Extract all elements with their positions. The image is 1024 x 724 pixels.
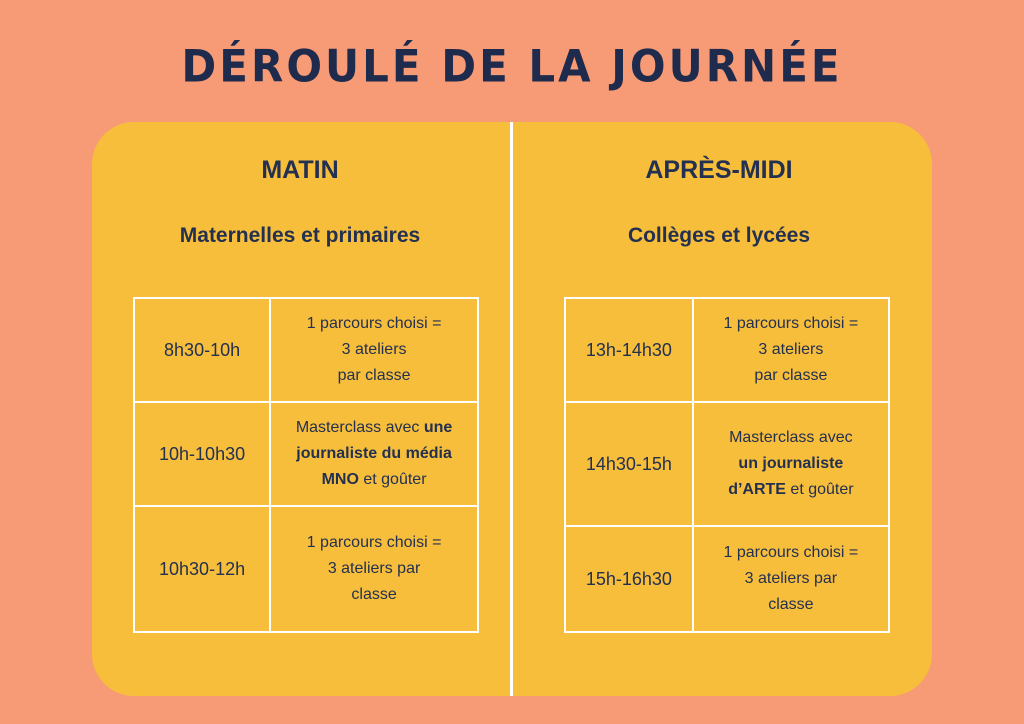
activity-line: par classe: [754, 367, 828, 384]
table-row: [565, 402, 889, 526]
activity-cell: [270, 506, 478, 632]
activity-line: Masterclass avec: [729, 429, 853, 446]
time-cell: 15h-16h30: [565, 526, 693, 632]
activity-cell: [270, 298, 478, 402]
afternoon-subheading: Collèges et lycées: [627, 224, 811, 247]
activity-line: classe: [351, 586, 397, 603]
activity-line: 3 ateliers: [341, 341, 407, 358]
activity-highlight: un journaliste: [738, 455, 844, 472]
time-cell: 8h30-10h: [134, 298, 270, 402]
table-row: [134, 506, 478, 632]
activity-line: classe: [768, 596, 814, 613]
activity-line: 3 ateliers par: [744, 570, 838, 587]
activity-highlight: MNO: [321, 471, 359, 488]
time-cell: 10h-10h30: [134, 402, 270, 506]
activity-text: et goûter: [785, 481, 854, 498]
activity-cell: [693, 526, 889, 632]
activity-cell: [693, 402, 889, 526]
activity-highlight: journaliste du média: [296, 445, 452, 462]
activity-line: 1 parcours choisi =: [306, 534, 442, 551]
activity-line: [277, 467, 471, 493]
morning-heading: MATIN: [261, 156, 339, 184]
activity-line: 1 parcours choisi =: [723, 315, 859, 332]
table-row: [134, 298, 478, 402]
table-row: [565, 298, 889, 402]
activity-highlight: d’ARTE: [728, 481, 786, 498]
table-row: [134, 402, 478, 506]
activity-text: Masterclass avec: [295, 419, 424, 436]
table-row: [565, 526, 889, 632]
activity-line: [277, 415, 471, 441]
page-title: DÉROULÉ DE LA JOURNÉE: [181, 40, 843, 93]
activity-highlight: une: [423, 419, 453, 436]
activity-text: et goûter: [358, 471, 427, 488]
time-cell: 10h30-12h: [134, 506, 270, 632]
activity-line: 3 ateliers par: [327, 560, 421, 577]
column-divider: [510, 122, 513, 696]
activity-line: 1 parcours choisi =: [306, 315, 442, 332]
afternoon-schedule-table: [564, 297, 890, 633]
activity-line: [700, 477, 882, 503]
activity-cell: [270, 402, 478, 506]
activity-line: 1 parcours choisi =: [723, 544, 859, 561]
morning-subheading: Maternelles et primaires: [179, 224, 421, 247]
activity-cell: [693, 298, 889, 402]
afternoon-heading: APRÈS-MIDI: [645, 156, 793, 184]
time-cell: 13h-14h30: [565, 298, 693, 402]
time-cell: 14h30-15h: [565, 402, 693, 526]
activity-line: par classe: [337, 367, 411, 384]
morning-schedule-table: [133, 297, 479, 633]
activity-line: 3 ateliers: [758, 341, 824, 358]
